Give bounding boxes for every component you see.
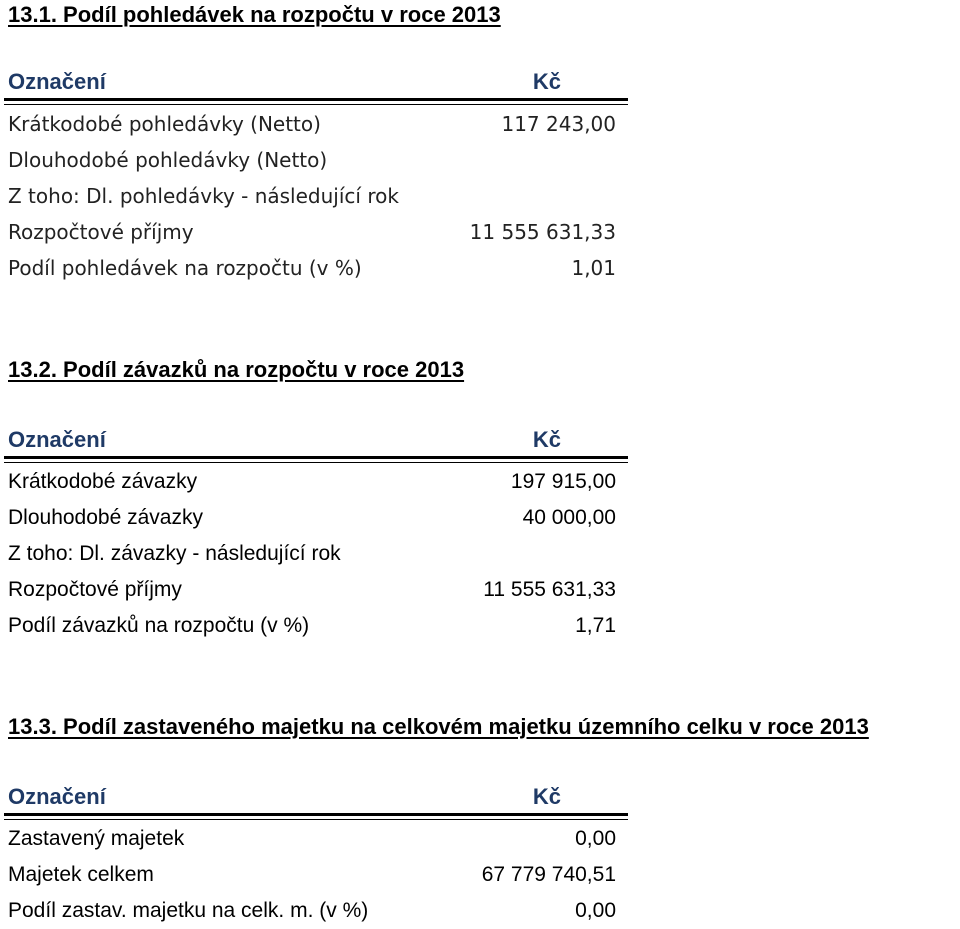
row-value: 11 555 631,33 bbox=[483, 578, 616, 601]
header-label: Označení bbox=[8, 69, 106, 94]
header-double-rule bbox=[4, 456, 628, 463]
row-value: 11 555 631,33 bbox=[469, 220, 616, 244]
table-row bbox=[0, 821, 628, 857]
table-header bbox=[0, 777, 628, 817]
section-title: 13.1. Podíl pohledávek na rozpočtu v roce 2013 bbox=[8, 2, 501, 27]
table-row bbox=[0, 500, 628, 536]
table-row bbox=[0, 608, 628, 644]
section-title: 13.2. Podíl závazků na rozpočtu v roce 2013 bbox=[8, 357, 465, 382]
table-row bbox=[0, 250, 628, 286]
row-label: Rozpočtové příjmy bbox=[8, 220, 194, 244]
table-row bbox=[0, 572, 628, 608]
table-row bbox=[0, 893, 628, 929]
receivables-table bbox=[0, 62, 628, 286]
table-row bbox=[0, 142, 628, 178]
row-label: Podíl zastav. majetku na celk. m. (v %) bbox=[8, 899, 369, 922]
table-row bbox=[0, 857, 628, 893]
table-row bbox=[0, 536, 628, 572]
header-unit: Kč bbox=[532, 69, 561, 94]
row-value: 67 779 740,51 bbox=[481, 863, 616, 886]
table-row bbox=[0, 178, 628, 214]
row-label: Krátkodobé závazky bbox=[8, 470, 198, 493]
row-label: Podíl závazků na rozpočtu (v %) bbox=[8, 614, 310, 637]
row-label: Zastavený majetek bbox=[8, 827, 185, 850]
header-double-rule bbox=[4, 98, 628, 105]
table-header bbox=[0, 62, 628, 102]
table-header bbox=[0, 420, 628, 460]
row-value: 0,00 bbox=[575, 827, 616, 850]
row-value: 1,71 bbox=[575, 614, 616, 637]
row-label: Rozpočtové příjmy bbox=[8, 578, 182, 601]
table-row bbox=[0, 106, 628, 142]
header-unit: Kč bbox=[532, 427, 561, 452]
row-label: Z toho: Dl. pohledávky - následující rok bbox=[8, 184, 399, 208]
row-value: 197 915,00 bbox=[510, 470, 616, 493]
header-double-rule bbox=[4, 813, 628, 820]
section-title: 13.3. Podíl zastaveného majetku na celkovém majetku územního celku v roce 2013 bbox=[8, 714, 869, 739]
row-label: Krátkodobé pohledávky (Netto) bbox=[8, 112, 321, 136]
row-value: 40 000,00 bbox=[522, 506, 616, 529]
row-label: Z toho: Dl. závazky - následující rok bbox=[8, 542, 341, 565]
row-value: 117 243,00 bbox=[501, 112, 616, 136]
row-label: Majetek celkem bbox=[8, 863, 154, 886]
row-value: 1,01 bbox=[571, 256, 616, 280]
table-row bbox=[0, 214, 628, 250]
pledged-assets-table bbox=[0, 777, 628, 929]
table-row bbox=[0, 464, 628, 500]
header-label: Označení bbox=[8, 427, 106, 452]
row-label: Dlouhodobé závazky bbox=[8, 506, 203, 529]
liabilities-table bbox=[0, 420, 628, 644]
header-unit: Kč bbox=[532, 784, 561, 809]
header-label: Označení bbox=[8, 784, 106, 809]
row-value: 0,00 bbox=[575, 899, 616, 922]
row-label: Podíl pohledávek na rozpočtu (v %) bbox=[8, 256, 362, 280]
row-label: Dlouhodobé pohledávky (Netto) bbox=[8, 148, 328, 172]
